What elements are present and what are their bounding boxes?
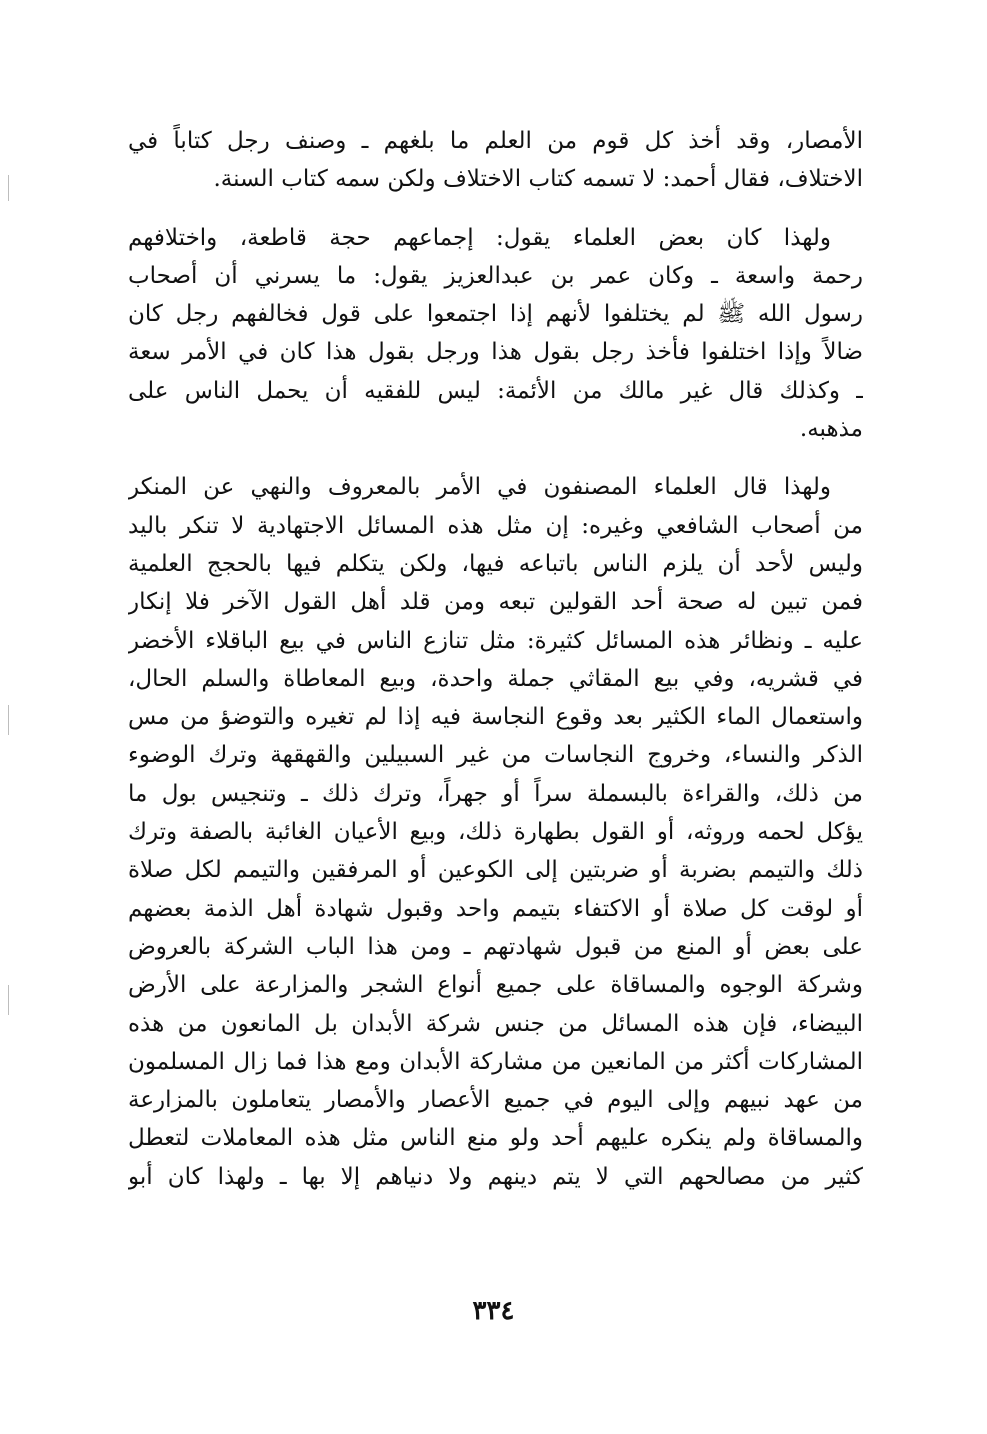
text-line: ولهذا قال العلماء المصنفون في الأمر بالمعروف والنهي عن المنكر [128,474,832,501]
text-line: في قشريه، وفي بيع المقاثي جملة واحدة، وبيع المعاطاة والسلم الحال، [128,665,863,692]
text-line: واستعمال الماء الكثير بعد وقوع النجاسة فيه إذا لم تغيره والتوضؤ من مس [128,704,863,731]
text-line: ضالاً وإذا اختلفوا فأخذ رجل بقول هذا ورجل بقول هذا كان في الأمر سعة [128,339,863,366]
text-line: من أصحاب الشافعي وغيره: إن مثل هذه المسائل الاجتهادية لا تنكر باليد [128,512,863,539]
page-number: ٣٣٤ [472,1296,515,1326]
text-line: يؤكل لحمه وروثه، أو القول بطهارة ذلك، وبيع الأعيان الغائبة بالصفة وترك [128,819,863,846]
scan-edge-mark [8,175,9,201]
text-line: من عهد نبيهم وإلى اليوم في جميع الأعصار والأمصار يتعاملون بالمزارعة [128,1087,863,1114]
paragraph-spacing [128,199,863,219]
text-line: أو لوقت كل صلاة أو الاكتفاء بتيمم واحد وقبول شهادة أهل الذمة بعضهم [128,895,863,922]
text-line: رسول الله ﷺ لم يختلفوا لأنهم إذا اجتمعوا على قول فخالفهم رجل كان [128,301,863,328]
text-line: وشركة الوجوه والمساقاة على جميع أنواع الشجر والمزارعة على الأرض [128,972,863,999]
paragraph [128,468,863,1196]
text-line: الذكر والنساء، وخروج النجاسات من غير السبيلين والقهقهة وترك الوضوء [128,742,863,769]
scan-edge-mark [8,985,9,1015]
text-line: والمساقاة ولم ينكره عليهم أحد ولو منع الناس مثل هذه المعاملات لتعطل [128,1125,863,1152]
scan-edge-mark [8,705,9,735]
paragraph-spacing [128,448,863,468]
text-line: كثير من مصالحهم التي لا يتم دينهم ولا دنياهم إلا بها ـ ولهذا كان أبو [128,1163,863,1190]
text-line: ذلك والتيمم بضربة أو ضربتين إلى الكوعين أو المرفقين والتيمم لكل صلاة [128,857,863,884]
paragraph [128,219,863,449]
text-line: على بعض أو المنع من قبول شهادتهم ـ ومن هذا الباب الشركة بالعروض [128,933,863,960]
text-line: ـ وكذلك قال غير مالك من الأئمة: ليس للفقيه أن يحمل الناس على [128,377,863,404]
text-line: المشاركات أكثر من المانعين من مشاركة الأبدان ومع هذا فما زال المسلمون [128,1048,863,1075]
text-line: البيضاء، فإن هذه المسائل من جنس شركة الأبدان بل المانعون من هذه [128,1010,863,1037]
text-line: الأمصار، وقد أخذ كل قوم من العلم ما بلغهم ـ وصنف رجل كتاباً في [128,128,863,154]
text-line: رحمة واسعة ـ وكان عمر بن عبدالعزيز يقول: ما يسرني أن أصحاب [128,262,863,289]
text-line: مذهبه. [799,416,863,443]
book-page-text [128,122,863,1196]
text-line: الاختلاف، فقال أحمد: لا تسمه كتاب الاختلاف ولكن سمه كتاب السنة. [213,166,863,193]
text-line: من ذلك، والقراءة بالبسملة سراً أو جهراً، وترك ذلك ـ وتنجيس بول ما [128,780,863,807]
paragraph [128,122,863,199]
text-line: عليه ـ ونظائر هذه المسائل كثيرة: مثل تنازع الناس في بيع الباقلاء الأخضر [128,627,863,654]
text-line: ولهذا كان بعض العلماء يقول: إجماعهم حجة قاطعة، واختلافهم [128,224,831,251]
text-line: وليس لأحد أن يلزم الناس باتباعه فيها، ولكن يتكلم فيها بالحجج العلمية [128,550,863,577]
text-line: فمن تبين له صحة أحد القولين تبعه ومن قلد أهل القول الآخر فلا إنكار [128,589,863,616]
